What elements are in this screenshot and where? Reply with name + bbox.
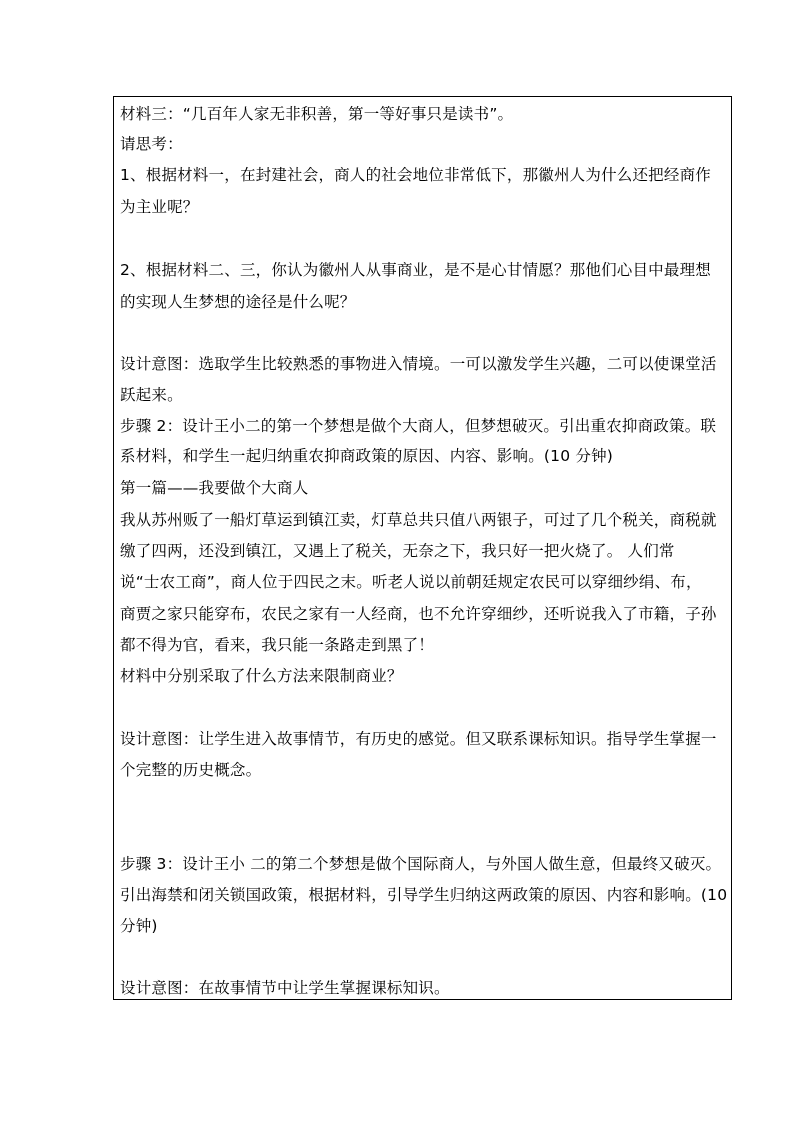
text-line: 商贾之家只能穿布，农民之家有一人经商，也不允许穿细纱，还听说我入了市籍，子孙 bbox=[120, 605, 717, 623]
text-line: 个完整的历史概念。 bbox=[120, 761, 262, 779]
text-line: 引出海禁和闭关锁国政策，根据材料，引导学生归纳这两政策的原因、内容和影响。(10 bbox=[120, 886, 728, 904]
text-line: 跃起来。 bbox=[120, 386, 183, 404]
text-line: 请思考： bbox=[120, 135, 183, 153]
text-line: 材料三：“几百年人家无非积善，第一等好事只是读书”。 bbox=[120, 105, 514, 123]
text-line: 步骤 2：设计王小二的第一个梦想是做个大商人，但梦想破灭。引出重农抑商政策。联 bbox=[120, 417, 717, 435]
text-line: 我从苏州贩了一船灯草运到镇江卖，灯草总共只值八两银子，可过了几个税关，商税就 bbox=[120, 511, 717, 529]
text-line: 为主业呢？ bbox=[120, 198, 199, 216]
text-line: 设计意图：在故事情节中让学生掌握课标知识。 bbox=[120, 979, 450, 997]
text-line: 缴了四两，还没到镇江，又遇上了税关，无奈之下，我只好一把火烧了。 人们常 bbox=[120, 542, 675, 560]
content-table-cell bbox=[113, 96, 732, 1000]
text-line: 设计意图：让学生进入故事情节，有历史的感觉。但又联系课标知识。指导学生掌握一 bbox=[120, 730, 717, 748]
text-line: 都不得为官，看来，我只能一条路走到黑了！ bbox=[120, 636, 435, 654]
text-line: 分钟) bbox=[120, 917, 158, 935]
text-line: 的实现人生梦想的途径是什么呢？ bbox=[120, 293, 356, 311]
text-line: 2、根据材料二、三，你认为徽州人从事商业，是不是心甘情愿？那他们心目中最理想 bbox=[120, 261, 711, 279]
text-line: 步骤 3：设计王小 二的第二个梦想是做个国际商人，与外国人做生意，但最终又破灭。 bbox=[120, 855, 722, 873]
text-line: 设计意图：选取学生比较熟悉的事物进入情境。一可以激发学生兴趣，二可以使课堂活 bbox=[120, 355, 717, 373]
text-line: 第一篇——我要做个大商人 bbox=[120, 479, 309, 497]
text-line: 材料中分别采取了什么方法来限制商业？ bbox=[120, 667, 403, 685]
text-line: 系材料，和学生一起归纳重农抑商政策的原因、内容、影响。(10 分钟) bbox=[120, 447, 614, 465]
text-line: 说“士农工商”，商人位于四民之末。听老人说以前朝廷规定农民可以穿细纱绢、布， bbox=[120, 573, 702, 591]
text-line: 1、根据材料一，在封建社会，商人的社会地位非常低下，那徽州人为什么还把经商作 bbox=[120, 166, 711, 184]
